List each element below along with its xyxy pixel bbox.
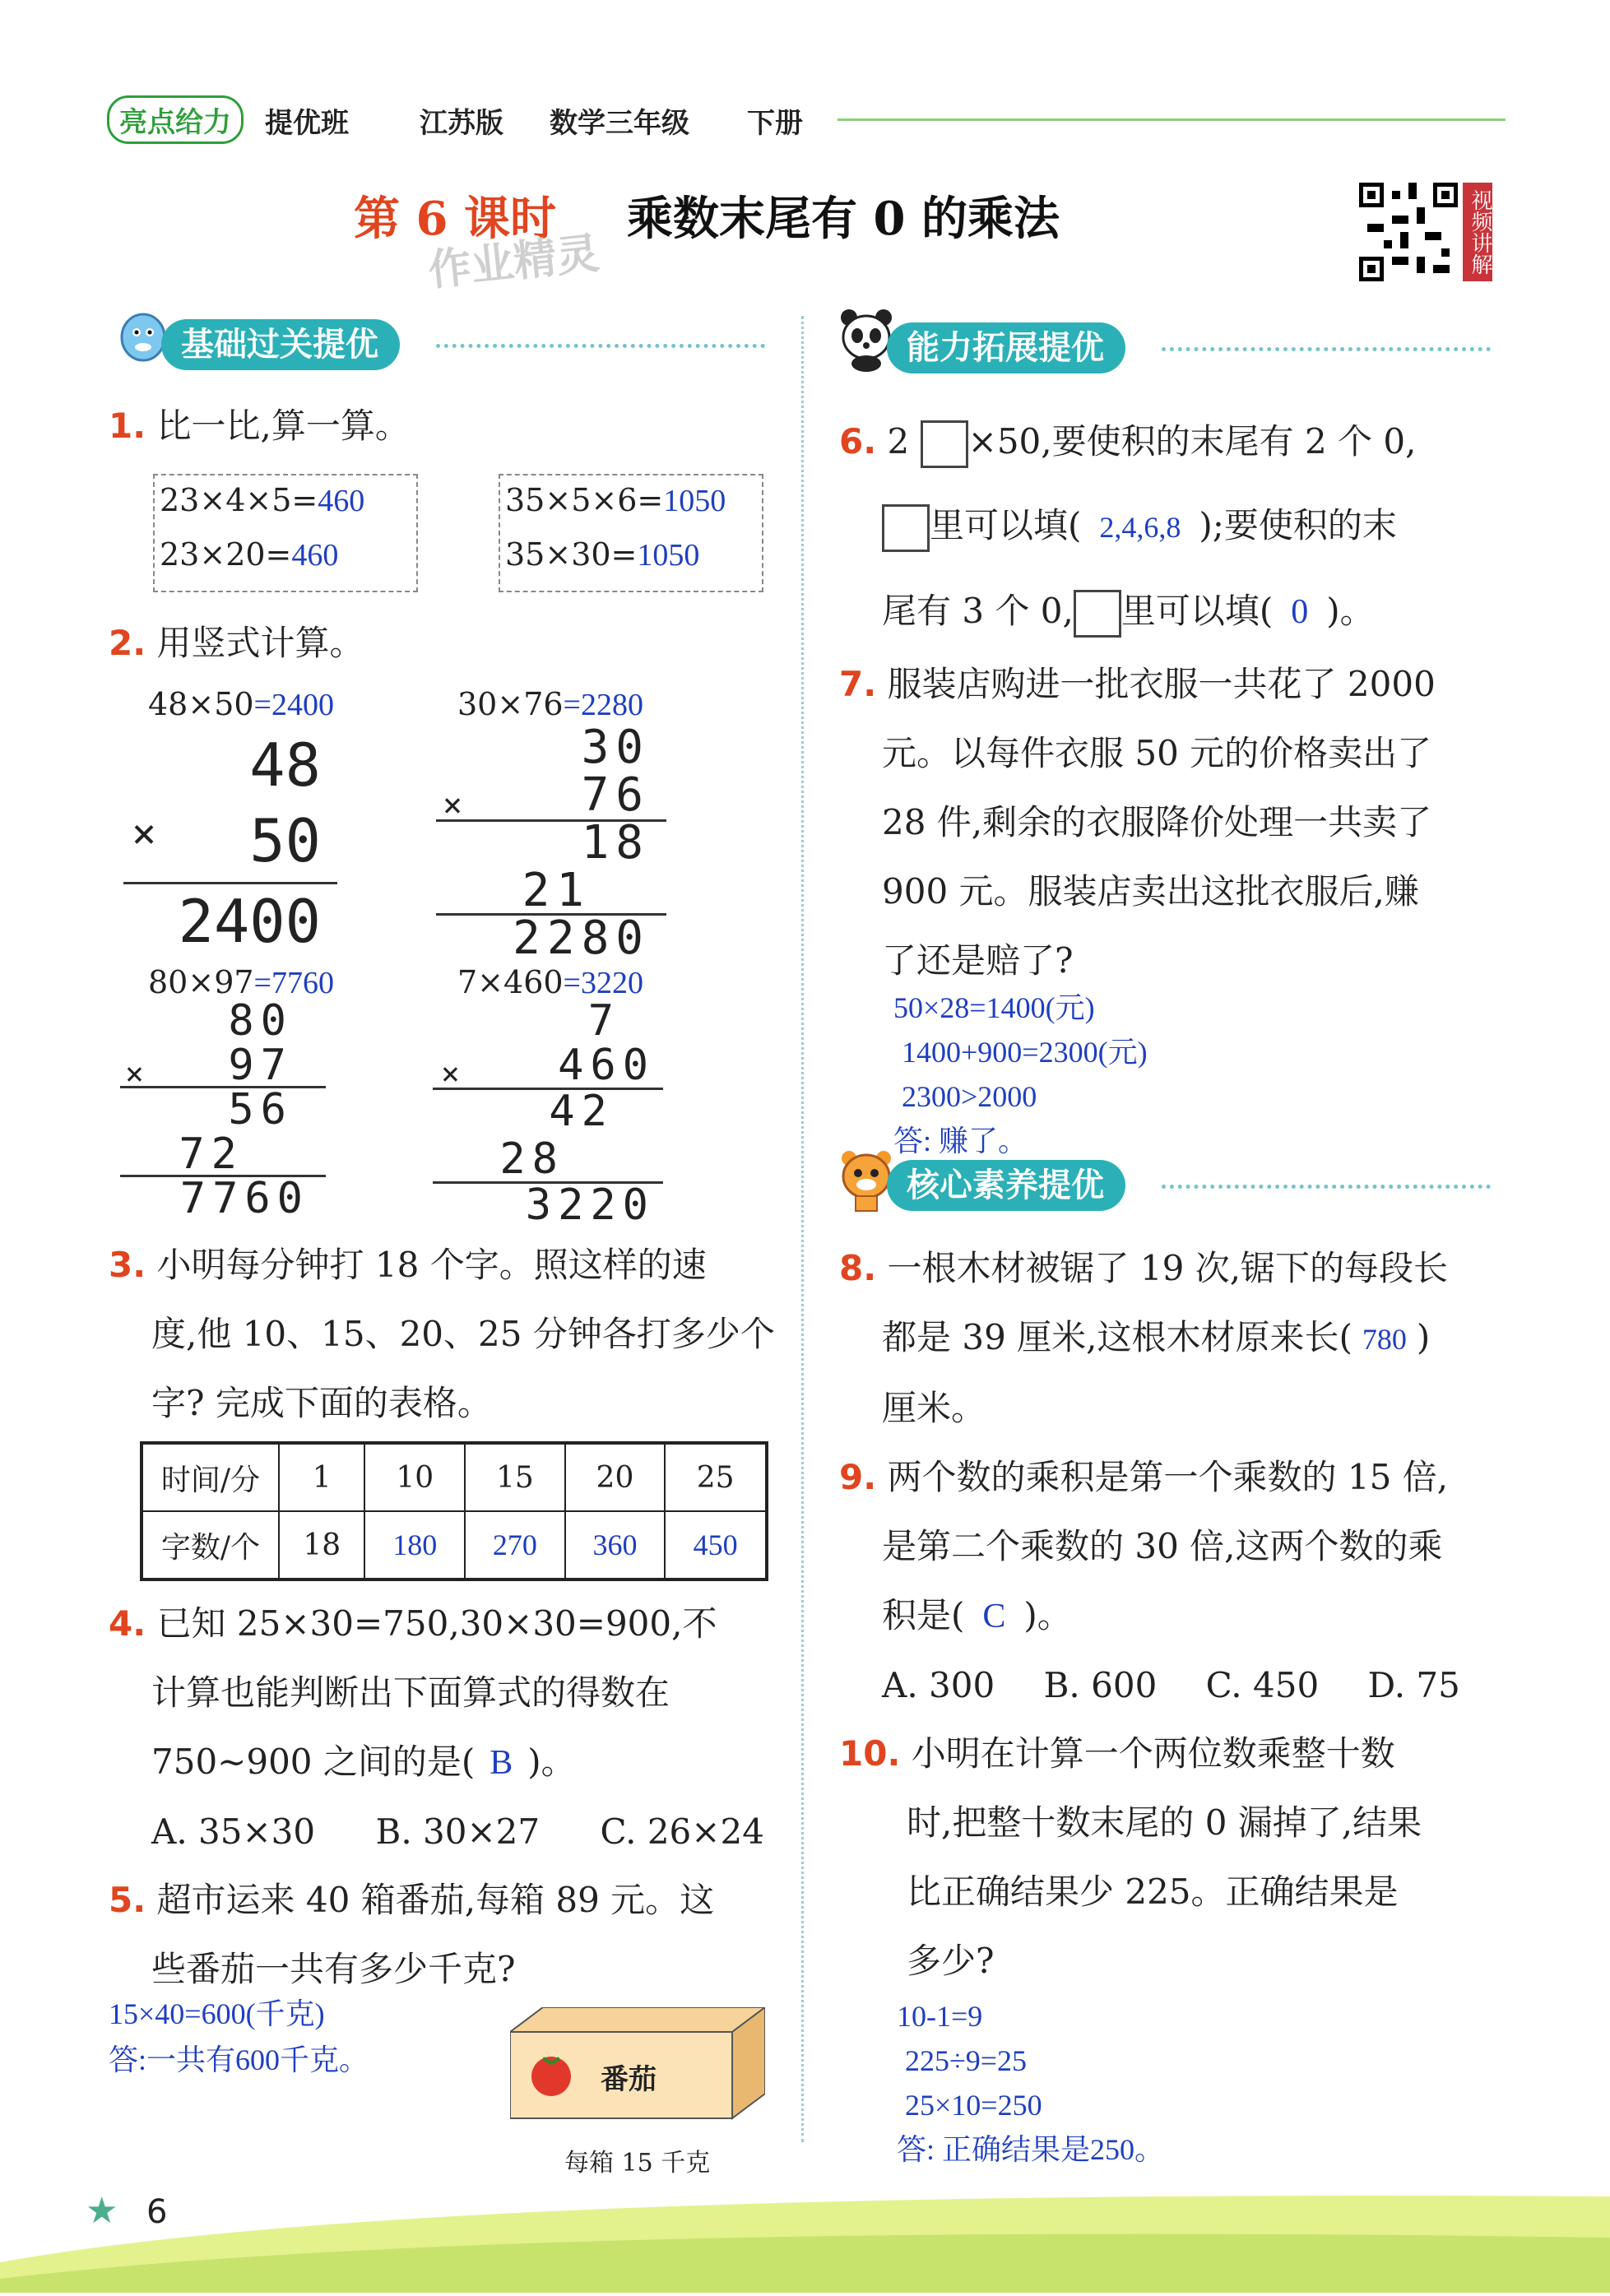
- q2-3-line-1: [120, 1086, 326, 1088]
- q7-line-1: 服装店购进一批衣服一共花了 2000: [887, 664, 1436, 704]
- q6-line-3a: 尾有 3 个 0,: [882, 591, 1074, 631]
- q4-line-2: 计算也能判断出下面算式的得数在: [151, 1672, 670, 1713]
- q3-table-row-words: [142, 1511, 767, 1579]
- q9-stem: 9. 两个数的乘积是第一个乘数的 15 倍, 是第二个乘数的 30 倍,这两个数的乘 积是( C )。 A. 300 B. 600 C. 450 D. 75: [839, 1443, 1514, 1720]
- q2-3-product: 7760: [179, 1174, 309, 1223]
- q6-line-2a: 里可以填(: [930, 505, 1082, 545]
- section-ability-dots: [1162, 347, 1491, 351]
- q2-4-partial-2: 28: [499, 1134, 564, 1184]
- q3-table-row-time: [142, 1443, 767, 1511]
- q2-1-line: [123, 882, 337, 884]
- q2-3-row-2: 97: [228, 1041, 293, 1090]
- q3-table-answer-cell: 180: [364, 1511, 465, 1579]
- q1-right-row-2: [505, 536, 699, 573]
- q2-item-2-label: [457, 686, 643, 723]
- q6-line-1: ×50,要使积的末尾有 2 个 0,: [967, 421, 1417, 462]
- q5-stem: [109, 1866, 783, 2004]
- q1-right-expr-1: 35×5×6=: [505, 482, 664, 518]
- q7-line-5: 了还是赔了?: [882, 940, 1074, 981]
- series-name: 提优班: [265, 107, 349, 140]
- q9-number: 9.: [839, 1457, 877, 1497]
- q9-line-2: 是第二个乘数的 30 倍,这两个数的乘: [882, 1526, 1443, 1566]
- q1-left-box: [153, 474, 418, 592]
- q3-number: 3.: [109, 1245, 146, 1285]
- q3-table: [140, 1441, 768, 1581]
- section-basic-dots: [436, 344, 765, 348]
- q6-answer-2: 0: [1291, 593, 1309, 631]
- section-ability-header: 能力拓展提优: [887, 322, 1125, 373]
- tomato-box-image: [510, 2007, 765, 2122]
- page-number: 6: [146, 2193, 168, 2231]
- q3-table-cell: 15: [465, 1443, 565, 1511]
- q3-table-answer-cell: 450: [665, 1511, 767, 1579]
- q2-3-partial-1: 56: [228, 1085, 293, 1134]
- q2-2-times-sign: ×: [443, 786, 463, 824]
- q1-left-row-2: [160, 536, 338, 573]
- q2-3-times-sign: ×: [125, 1055, 144, 1092]
- q2-item-1-answer: =2400: [253, 688, 334, 722]
- mascot-panda-icon: [837, 306, 895, 372]
- q3-table-cell: 1: [279, 1443, 364, 1511]
- lesson-number: 第 6 课时: [354, 192, 556, 246]
- q2-item-4-vertical: [433, 996, 663, 1230]
- q1-number: 1.: [109, 406, 146, 446]
- q4-option-a: A. 35×30: [151, 1811, 316, 1852]
- q8-line-2: 都是 39 厘米,这根木材原来长(: [882, 1317, 1352, 1357]
- q2-item-3-expr: 80×97: [148, 964, 254, 1000]
- section-basic-header: 基础过关提优: [161, 319, 400, 370]
- q6-stem: 6. 2 ×50,要使积的末尾有 2 个 0, 里可以填( 2,4,6,8 );要使积的末 尾有 3 个 0, 里可以填( 0 )。: [839, 400, 1514, 654]
- q9-option-d: D. 75: [1367, 1665, 1460, 1705]
- q2-4-times-sign: ×: [441, 1055, 460, 1092]
- q2-item-4-label: [457, 964, 643, 1001]
- q10-work-line-1: 10-1=9: [897, 2000, 983, 2033]
- tomato-box-label: 番茄: [601, 2063, 657, 2096]
- q5-work-line-1: 15×40=600(千克): [109, 1997, 325, 2030]
- q3-table-head-time: 时间/分: [142, 1443, 279, 1511]
- q1-left-answer-2: 460: [291, 538, 339, 573]
- q4-options: [109, 1797, 783, 1867]
- q5-line-1: 超市运来 40 箱番茄,每箱 89 元。这: [156, 1880, 715, 1920]
- q2-1-row-2: 50: [249, 806, 321, 875]
- q6-number: 6.: [839, 421, 877, 462]
- q4-line-3: 750~900 之间的是( B )。: [151, 1742, 576, 1782]
- q2-stem: [109, 609, 364, 678]
- q4-number: 4.: [109, 1603, 146, 1644]
- q2-item-3-answer: =7760: [253, 966, 334, 1000]
- q9-line-1: 两个数的乘积是第一个乘数的 15 倍,: [887, 1457, 1449, 1497]
- q4-option-c: C. 26×24: [600, 1811, 764, 1852]
- q8-line-1: 一根木材被锯了 19 次,锯下的每段长: [887, 1248, 1449, 1288]
- q1-right-answer-1: 1050: [663, 484, 726, 518]
- q2-item-3-vertical: [120, 996, 334, 1223]
- q10-line-1: 小明在计算一个两位数乘整十数: [911, 1733, 1395, 1774]
- column-divider: [801, 316, 804, 2142]
- q2-item-1-expr: 48×50: [148, 686, 254, 722]
- q2-item-2-answer: =2280: [563, 688, 643, 722]
- edition-label: 江苏版: [420, 107, 503, 140]
- q5-line-2: 些番茄一共有多少千克?: [151, 1949, 516, 1989]
- q2-item-4-answer: =3220: [563, 966, 643, 1000]
- q8-stem: 8. 一根木材被锯了 19 次,锯下的每段长 都是 39 厘米,这根木材原来长( 780 ) 厘米。: [839, 1234, 1514, 1443]
- q10-line-2: 时,把整十数末尾的 0 漏掉了,结果: [907, 1802, 1422, 1843]
- q1-left-answer-1: 460: [318, 484, 365, 518]
- header-bar: [107, 92, 1506, 141]
- q2-item-1-vertical: [123, 731, 337, 969]
- q2-item-4-expr: 7×460: [457, 964, 564, 1000]
- q6-blank-box-3[interactable]: [1074, 590, 1121, 638]
- q3-line-2: 度,他 10、15、20、25 分钟各打多少个: [151, 1314, 775, 1354]
- q10-number: 10.: [839, 1733, 901, 1774]
- q6-blank-box-1[interactable]: [921, 420, 968, 468]
- q2-1-row-1: 48: [249, 731, 321, 800]
- mascot-tiger-icon: [837, 1147, 895, 1213]
- q7-work-line-3: 2300>2000: [902, 1080, 1037, 1113]
- q6-answer-1: 2,4,6,8: [1099, 511, 1181, 544]
- q9-option-c: C. 450: [1205, 1665, 1320, 1705]
- star-icon: ★: [86, 2190, 118, 2232]
- q7-line-3: 28 件,剩余的衣服降价处理一共卖了: [882, 802, 1432, 842]
- footer-wave: [0, 2164, 1610, 2293]
- q1-right-box: [499, 474, 763, 592]
- q2-4-partial-1: 42: [549, 1087, 614, 1136]
- q1-right-row-1: [505, 482, 726, 519]
- q6-line-2b: );要使积的末: [1199, 505, 1397, 545]
- q1-right-answer-2: 1050: [637, 538, 700, 573]
- q3-line-3: 字? 完成下面的表格。: [151, 1383, 492, 1423]
- q9-option-a: A. 300: [882, 1665, 995, 1705]
- q10-work: [897, 1994, 1164, 2172]
- q9-options: [839, 1651, 1514, 1720]
- q7-work-line-1: 50×28=1400(元): [893, 991, 1095, 1024]
- q7-work: [893, 986, 1148, 1163]
- q2-1-product: 2400: [178, 887, 321, 956]
- q2-2-row-1: 30: [581, 721, 650, 774]
- q4-option-b: B. 30×27: [375, 1811, 541, 1852]
- q3-table-answer-cell: 270: [465, 1511, 565, 1579]
- q7-work-line-4: 答: 赚了。: [893, 1125, 1028, 1157]
- q3-table-cell: 25: [665, 1443, 767, 1511]
- q4-stem: [109, 1589, 783, 1867]
- q2-4-line-1: [433, 1088, 663, 1090]
- q3-table-head-words: 字数/个: [142, 1511, 279, 1579]
- q2-4-row-2: 460: [558, 1041, 655, 1090]
- q2-2-product: 2280: [513, 911, 650, 965]
- q3-line-1: 小明每分钟打 18 个字。照这样的速: [156, 1245, 707, 1285]
- q5-work-line-2: 答:一共有600千克。: [109, 2043, 369, 2076]
- qr-label: 视频讲解: [1463, 183, 1492, 281]
- q2-2-row-2: 76: [581, 768, 650, 822]
- q2-text: 用竖式计算。: [156, 623, 364, 663]
- q6-line-3b: 里可以填(: [1121, 591, 1274, 631]
- q10-work-line-4: 答: 正确结果是250。: [897, 2133, 1165, 2166]
- q1-left-expr-2: 23×20=: [160, 536, 292, 573]
- q2-4-product: 3220: [525, 1180, 655, 1230]
- q3-table-cell: 18: [279, 1511, 364, 1579]
- q1-left-row-1: [160, 482, 364, 519]
- tomato-box-caption: 每箱 15 千克: [564, 2149, 711, 2178]
- subject-label: 数学三年级: [550, 107, 689, 140]
- q10-work-line-3: 25×10=250: [905, 2089, 1042, 2122]
- q6-blank-box-2[interactable]: [882, 504, 930, 552]
- q7-work-line-2: 1400+900=2300(元): [902, 1036, 1148, 1069]
- q10-work-line-2: 225÷9=25: [905, 2044, 1028, 2077]
- q7-line-4: 900 元。服装店卖出这批衣服后,赚: [882, 871, 1419, 911]
- q3-stem: [109, 1231, 783, 1438]
- watermark: 作业精灵: [426, 229, 602, 296]
- q2-1-times-sign: ×: [132, 809, 157, 857]
- q9-answer: C: [982, 1598, 1006, 1635]
- q8-line-3: 厘米。: [882, 1388, 986, 1428]
- q9-line-3: 积是(: [882, 1595, 965, 1635]
- q8-answer: 780: [1362, 1323, 1407, 1356]
- q2-3-partial-2: 72: [179, 1129, 244, 1179]
- q7-stem: [839, 650, 1514, 995]
- q10-stem: [839, 1719, 1514, 1996]
- header-rule: [837, 118, 1506, 121]
- q9-option-b: B. 600: [1043, 1665, 1158, 1705]
- brand-logo: 亮点给力: [107, 95, 244, 144]
- section-core-header: 核心素养提优: [887, 1160, 1125, 1211]
- q2-4-row-1: 7: [587, 996, 614, 1046]
- section-core-dots: [1162, 1185, 1491, 1189]
- lesson-title: 乘数末尾有 0 的乘法: [627, 192, 1060, 246]
- q10-line-4: 多少?: [907, 1941, 995, 1981]
- q7-number: 7.: [839, 664, 877, 704]
- q2-item-2-expr: 30×76: [457, 686, 564, 722]
- q2-number: 2.: [109, 623, 146, 663]
- qr-code-icon[interactable]: [1359, 183, 1458, 281]
- q2-2-partial-2: 21: [522, 864, 591, 917]
- q2-3-row-1: 80: [228, 996, 293, 1046]
- q7-line-2: 元。以每件衣服 50 元的价格卖出了: [882, 733, 1432, 773]
- q2-item-1-label: [148, 686, 334, 723]
- volume-label: 下册: [747, 107, 803, 140]
- q3-table-answer-cell: 360: [565, 1511, 666, 1579]
- q3-table-cell: 10: [364, 1443, 465, 1511]
- q1-left-expr-1: 23×4×5=: [160, 482, 318, 518]
- q5-work: [109, 1991, 369, 2083]
- q8-number: 8.: [839, 1248, 877, 1288]
- q2-2-partial-1: 18: [581, 816, 650, 870]
- q10-line-3: 比正确结果少 225。正确结果是: [907, 1872, 1399, 1912]
- q3-table-cell: 20: [565, 1443, 666, 1511]
- q2-item-2-vertical: [436, 721, 666, 965]
- q5-number: 5.: [109, 1880, 146, 1920]
- q4-answer: B: [489, 1744, 513, 1782]
- q1-stem: [109, 392, 410, 461]
- q4-line-1: 已知 25×30=750,30×30=900,不: [156, 1603, 717, 1644]
- q1-right-expr-2: 35×30=: [505, 536, 638, 573]
- q1-text: 比一比,算一算。: [156, 406, 410, 446]
